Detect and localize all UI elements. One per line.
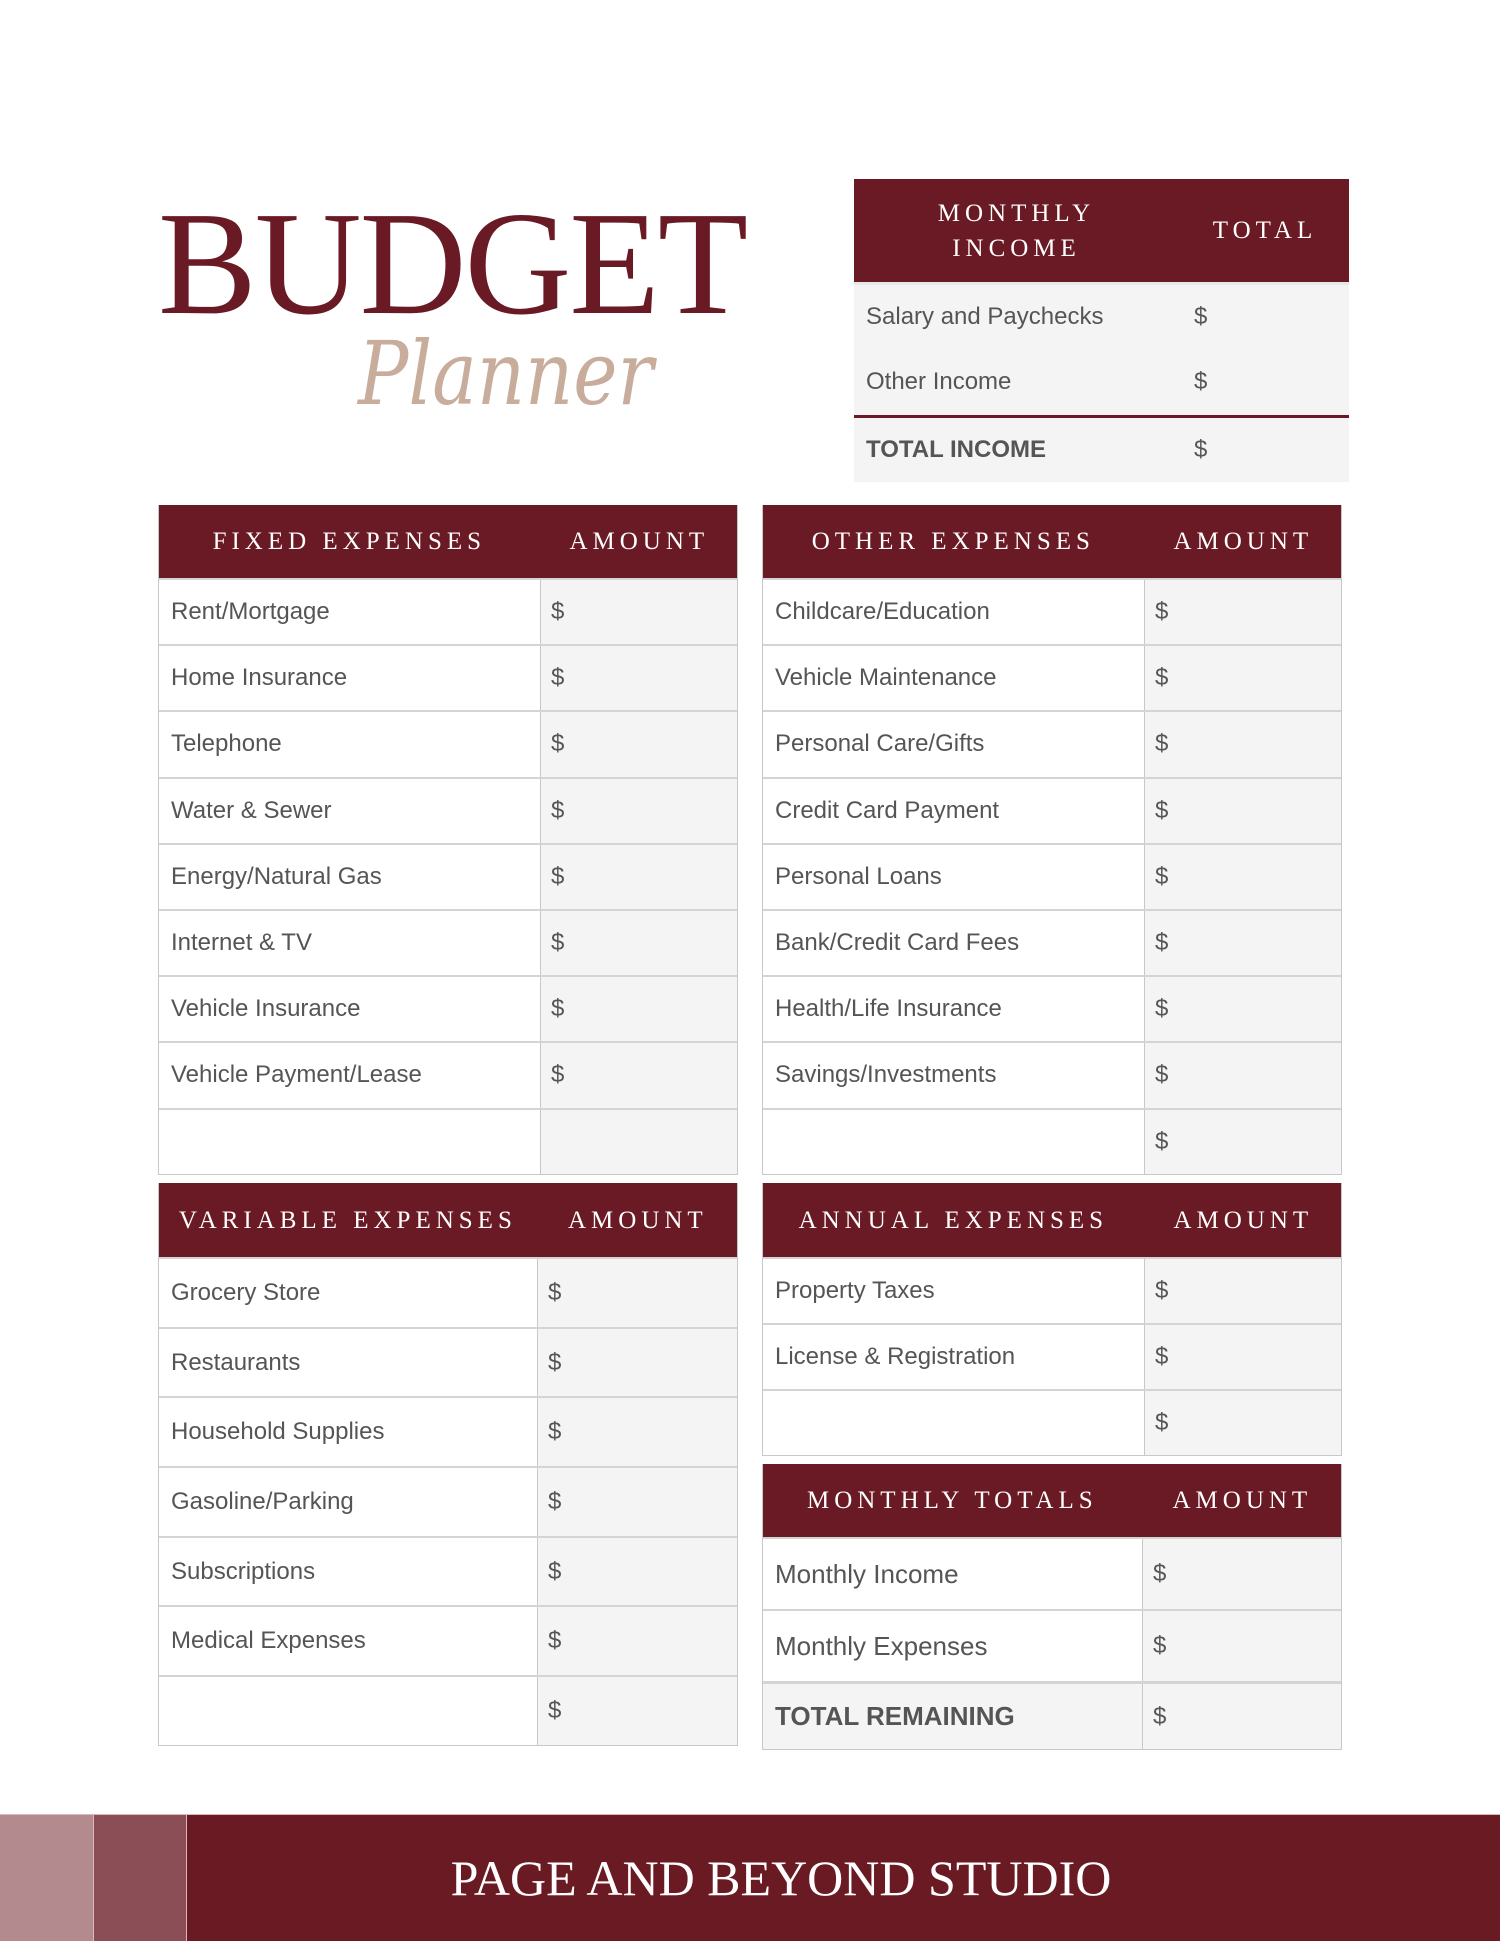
table-header	[159, 1183, 737, 1257]
row-label: Health/Life Insurance	[763, 977, 1145, 1041]
table-header	[854, 179, 1349, 282]
amount-field[interactable]: $	[538, 1259, 737, 1327]
blank-label-field[interactable]	[763, 1391, 1145, 1455]
row-label: Vehicle Insurance	[159, 977, 541, 1041]
row-label: Gasoline/Parking	[159, 1468, 538, 1536]
amount-field[interactable]: $	[541, 977, 737, 1041]
row-label: Rent/Mortgage	[159, 580, 541, 644]
amount-field[interactable]: $	[538, 1677, 737, 1745]
column-header: AMOUNT	[1142, 1464, 1341, 1537]
amount-field[interactable]: $	[541, 712, 737, 776]
table-row	[159, 578, 737, 644]
table-row	[763, 578, 1341, 644]
amount-field[interactable]: $	[1145, 977, 1341, 1041]
table-row	[763, 909, 1341, 975]
column-header: AMOUNT	[1144, 505, 1341, 578]
row-label: Household Supplies	[159, 1398, 538, 1466]
amount-field[interactable]: $	[1145, 1259, 1341, 1323]
amount-field[interactable]	[541, 1110, 737, 1174]
row-label: Monthly Income	[763, 1539, 1143, 1609]
amount-field[interactable]: $	[538, 1607, 737, 1675]
row-label: Telephone	[159, 712, 541, 776]
table-row	[159, 909, 737, 975]
table-row	[763, 1609, 1341, 1681]
amount-field[interactable]: $	[1145, 845, 1341, 909]
table-row	[159, 1605, 737, 1675]
table-row	[159, 1466, 737, 1536]
table-row	[159, 1675, 737, 1745]
amount-field[interactable]: $	[538, 1468, 737, 1536]
amount-field[interactable]: $	[1145, 1391, 1341, 1455]
table-row	[854, 349, 1349, 415]
row-label: Childcare/Education	[763, 580, 1145, 644]
row-label: Medical Expenses	[159, 1607, 538, 1675]
amount-field[interactable]: $	[538, 1398, 737, 1466]
amount-field[interactable]: $	[1145, 779, 1341, 843]
amount-field[interactable]: $	[1145, 1110, 1341, 1174]
amount-field[interactable]: $	[1179, 349, 1349, 415]
row-label: Vehicle Payment/Lease	[159, 1043, 541, 1107]
monthly-totals-table	[762, 1464, 1342, 1750]
table-row	[763, 1323, 1341, 1389]
table-header	[159, 505, 737, 578]
row-label: Personal Care/Gifts	[763, 712, 1145, 776]
decorative-block	[93, 1815, 187, 1941]
table-row	[763, 1537, 1341, 1609]
column-header: MONTHLY TOTALS	[806, 1487, 1098, 1514]
row-label: Salary and Paychecks	[854, 285, 1179, 349]
amount-field[interactable]: $	[538, 1538, 737, 1606]
column-header: VARIABLE EXPENSES	[178, 1206, 517, 1234]
row-label: TOTAL INCOME	[854, 418, 1179, 482]
row-label: Water & Sewer	[159, 779, 541, 843]
amount-field[interactable]: $	[1179, 418, 1349, 482]
amount-field[interactable]: $	[1145, 911, 1341, 975]
table-row	[159, 777, 737, 843]
decorative-block	[0, 1815, 93, 1941]
table-row	[159, 1327, 737, 1397]
row-label: Savings/Investments	[763, 1043, 1145, 1107]
amount-field[interactable]: $	[541, 580, 737, 644]
table-row	[763, 710, 1341, 776]
table-row	[159, 1041, 737, 1107]
footer-banner	[0, 1814, 1500, 1941]
table-row	[763, 1389, 1341, 1455]
row-label: TOTAL REMAINING	[763, 1684, 1143, 1749]
table-row	[763, 1108, 1341, 1174]
column-header: MONTHLY INCOME	[937, 199, 1096, 262]
table-row	[159, 1257, 737, 1327]
table-row	[763, 1041, 1341, 1107]
column-header: AMOUNT	[1144, 1183, 1341, 1257]
column-header: ANNUAL EXPENSES	[798, 1206, 1109, 1234]
column-header: AMOUNT	[537, 1183, 737, 1257]
row-label: Bank/Credit Card Fees	[763, 911, 1145, 975]
fixed-expenses-table	[158, 505, 738, 1175]
table-row	[763, 1681, 1341, 1749]
row-label: Internet & TV	[159, 911, 541, 975]
table-header	[763, 1464, 1341, 1537]
table-header	[763, 1183, 1341, 1257]
page-title: BUDGET	[158, 182, 747, 346]
table-row	[159, 710, 737, 776]
row-label: License & Registration	[763, 1325, 1145, 1389]
row-label: Personal Loans	[763, 845, 1145, 909]
other-expenses-table	[762, 505, 1342, 1175]
amount-field[interactable]: $	[541, 646, 737, 710]
row-label: Home Insurance	[159, 646, 541, 710]
row-label: Subscriptions	[159, 1538, 538, 1606]
table-row	[854, 282, 1349, 349]
amount-field[interactable]: $	[541, 779, 737, 843]
variable-expenses-table	[158, 1183, 738, 1746]
blank-label-field[interactable]	[159, 1110, 541, 1174]
amount-field[interactable]: $	[1143, 1684, 1341, 1749]
table-header	[763, 505, 1341, 578]
amount-field[interactable]: $	[1145, 646, 1341, 710]
row-label: Grocery Store	[159, 1259, 538, 1327]
amount-field[interactable]: $	[1145, 712, 1341, 776]
amount-field[interactable]: $	[541, 911, 737, 975]
column-header: OTHER EXPENSES	[811, 528, 1095, 555]
total-row	[854, 415, 1349, 482]
table-row	[159, 644, 737, 710]
table-row	[159, 1536, 737, 1606]
page-subtitle: Planner	[358, 322, 654, 425]
column-header: FIXED EXPENSES	[212, 528, 487, 555]
table-row	[763, 843, 1341, 909]
table-row	[763, 1257, 1341, 1323]
brand-name: PAGE AND BEYOND STUDIO	[450, 1850, 1112, 1906]
row-label: Restaurants	[159, 1329, 538, 1397]
table-row	[159, 975, 737, 1041]
amount-field[interactable]: $	[1143, 1611, 1341, 1681]
row-label: Vehicle Maintenance	[763, 646, 1145, 710]
table-row	[159, 1396, 737, 1466]
amount-field[interactable]: $	[541, 845, 737, 909]
annual-expenses-table	[762, 1183, 1342, 1456]
column-header: AMOUNT	[540, 505, 737, 578]
table-row	[763, 777, 1341, 843]
table-row	[763, 644, 1341, 710]
blank-label-field[interactable]	[159, 1677, 538, 1745]
blank-label-field[interactable]	[763, 1110, 1145, 1174]
row-label: Property Taxes	[763, 1259, 1145, 1323]
table-row	[763, 975, 1341, 1041]
amount-field[interactable]: $	[541, 1043, 737, 1107]
amount-field[interactable]: $	[1145, 1043, 1341, 1107]
row-label: Credit Card Payment	[763, 779, 1145, 843]
row-label: Other Income	[854, 349, 1179, 415]
amount-field[interactable]: $	[1179, 285, 1349, 349]
row-label: Energy/Natural Gas	[159, 845, 541, 909]
table-row	[159, 1108, 737, 1174]
amount-field[interactable]: $	[1145, 580, 1341, 644]
table-row	[159, 843, 737, 909]
amount-field[interactable]: $	[1145, 1325, 1341, 1389]
column-header: TOTAL	[1179, 179, 1349, 282]
row-label: Monthly Expenses	[763, 1611, 1143, 1681]
amount-field[interactable]: $	[1143, 1539, 1341, 1609]
monthly-income-table	[854, 179, 1349, 482]
amount-field[interactable]: $	[538, 1329, 737, 1397]
